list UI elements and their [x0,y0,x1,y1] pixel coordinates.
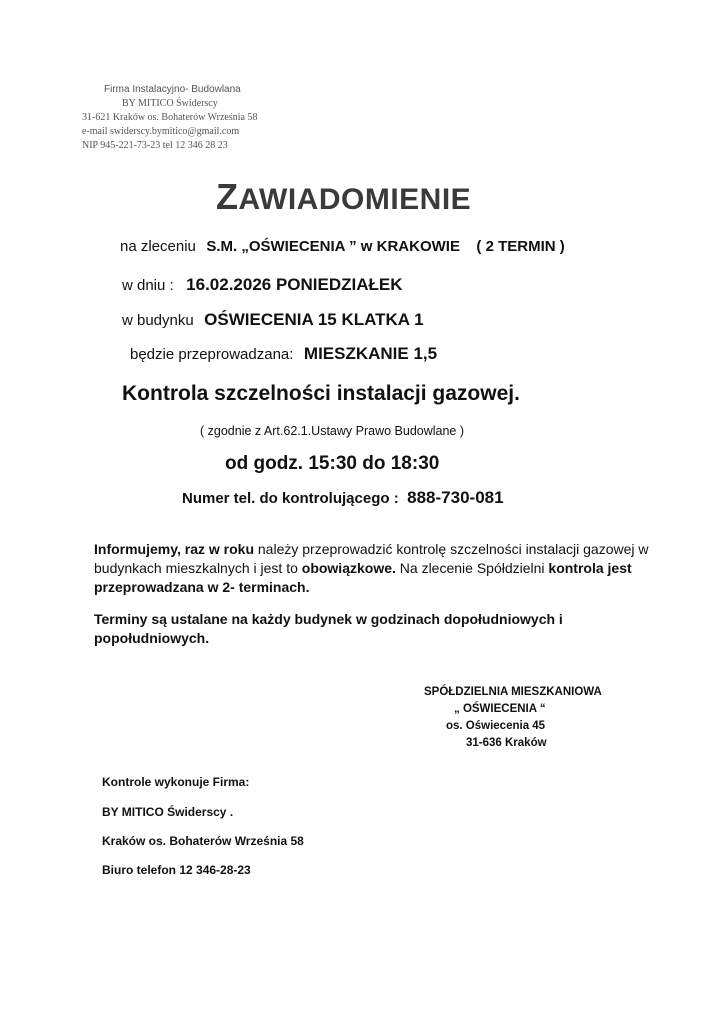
company-header-line-3: 31-621 Kraków os. Bohaterów Września 58 [82,112,258,123]
info-paragraph-part-4: Na zlecenie Spółdzielni [395,560,549,576]
order-value: S.M. „OŚWIECENIA ” w KRAKOWIE [206,238,460,255]
company-header-line-2: BY MITICO Świderscy [122,98,218,109]
document-title [216,176,471,218]
footer-line-3: Kraków os. Bohaterów Września 58 [102,834,304,848]
footer-line-4: Biuro telefon 12 346-28-23 [102,863,251,877]
info-paragraph-part-3: obowiązkowe. [301,560,396,576]
legal-basis: ( zgodnie z Art.62.1.Ustawy Prawo Budowlane ) [200,424,465,438]
building-line [122,310,424,330]
date-line [122,275,403,295]
order-term: ( 2 TERMIN ) [476,238,565,255]
company-header-line-5: NIP 945-221-73-23 tel 12 346 28 23 [82,140,228,151]
info-paragraph-part-5: kontrola jest przeprowadzana w 2- terminach. [94,560,632,595]
order-label: na zleceniu [120,238,196,255]
document-title-rest: AWIADOMIENIE [238,183,472,216]
cooperative-line-3: os. Oświecenia 45 [446,720,546,732]
cooperative-line-4: 31-636 Kraków [466,737,547,749]
footer-line-1: Kontrole wykonuje Firma: [102,775,250,789]
cooperative-line-2: „ OŚWIECENIA “ [454,703,546,715]
phone-line [182,488,504,508]
apartments-label: będzie przeprowadzana: [130,346,294,363]
document-title-initial: Z [216,176,239,217]
date-value: 16.02.2026 PONIEDZIAŁEK [186,275,403,294]
info-paragraph [94,540,654,597]
apartments-value: MIESZKANIE 1,5 [303,344,438,363]
phone-label: Numer tel. do kontrolującego : [182,490,399,507]
building-value: OŚWIECENIA 15 KLATKA 1 [204,310,424,329]
order-line [120,238,565,256]
hours: od godz. 15:30 do 18:30 [225,453,440,474]
cooperative-block [424,684,644,752]
date-label: w dniu : [122,277,174,294]
company-header-line-1: Firma Instalacyjno- Budowlana [104,84,241,95]
inspection-title: Kontrola szczelności instalacji gazowej. [122,382,520,405]
cooperative-line-1: SPÓŁDZIELNIA MIESZKANIOWA [424,686,602,698]
apartments-line [130,344,437,364]
info-paragraph-part-2: należy przeprowadzić kontrolę szczelności instalacji gazowej w budynkach mieszkalnych i jest to [94,541,649,576]
terms-paragraph: Terminy są ustalane na każdy budynek w godzinach dopołudniowych i popołudniowych. [94,611,563,646]
company-header-line-4: e-mail swiderscy.bymitico@gmail.com [82,126,240,137]
phone-value: 888-730-081 [407,488,504,507]
building-label: w budynku [122,312,194,329]
info-paragraph-part-1: Informujemy, raz w roku [94,541,254,557]
footer-line-2: BY MITICO Świderscy . [102,805,234,819]
